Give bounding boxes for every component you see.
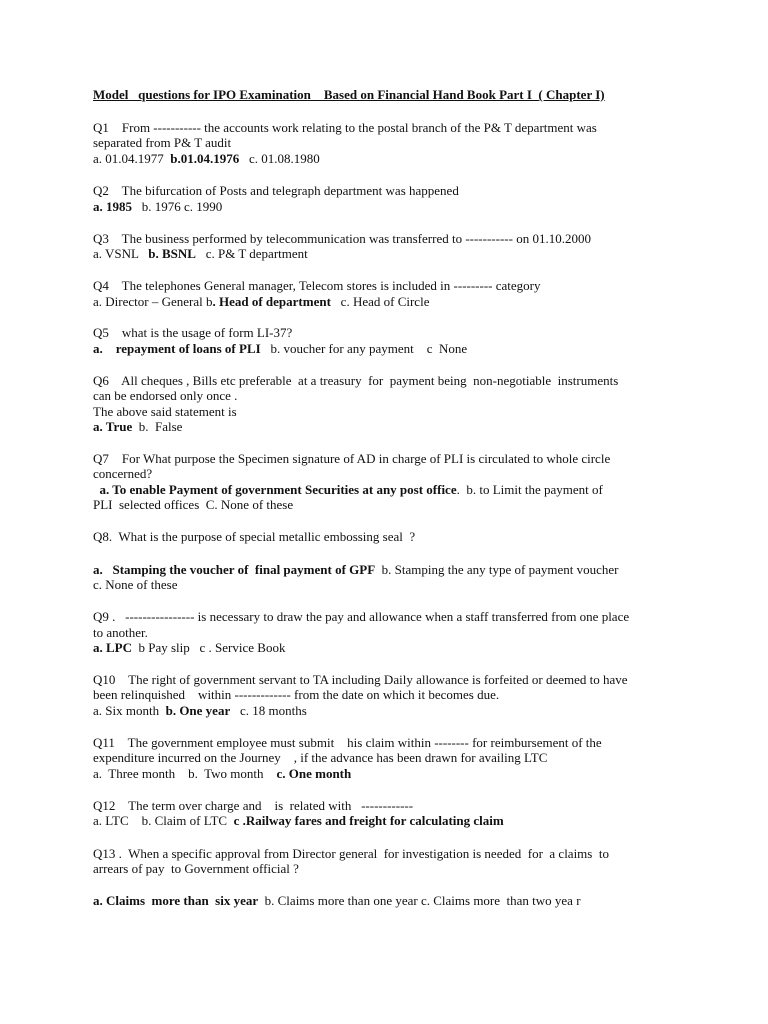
option: a. Six month bbox=[93, 703, 166, 718]
question-text: Q4 The telephones General manager, Telecom stores is included in --------- category bbox=[93, 278, 541, 293]
question-text: can be endorsed only once . bbox=[93, 388, 238, 403]
question-text: expenditure incurred on the Journey , if the advance has been drawn for availing LTC bbox=[93, 750, 548, 765]
answer-options-continued: c. None of these bbox=[93, 577, 178, 592]
question-text: arrears of pay to Government official ? bbox=[93, 861, 299, 876]
question-text: Q7 For What purpose the Specimen signature of AD in charge of PLI is circulated to whole circle bbox=[93, 451, 611, 466]
question-text: Q2 The bifurcation of Posts and telegraph department was happened bbox=[93, 183, 459, 198]
option: b. Claims more than one year c. Claims more than two yea r bbox=[258, 893, 581, 908]
answer-options bbox=[93, 151, 320, 166]
correct-option: . Head of department bbox=[212, 294, 331, 309]
correct-option: b. One year bbox=[165, 703, 231, 718]
option: c. 01.08.1980 bbox=[239, 151, 320, 166]
question-text: Q3 The business performed by telecommunication was transferred to ----------- on 01.10.2000 bbox=[93, 231, 591, 246]
option: a. VSNL bbox=[93, 246, 149, 261]
correct-option: b. BSNL bbox=[148, 246, 196, 261]
answer-options-continued: PLI selected offices C. None of these bbox=[93, 497, 294, 512]
question-text: Q12 The term over charge and is related with ------------ bbox=[93, 798, 414, 813]
correct-option: a. 1985 bbox=[93, 199, 132, 214]
correct-option: c .Railway fares and freight for calculating claim bbox=[233, 813, 504, 828]
option: b. Stamping the any type of payment voucher bbox=[375, 562, 619, 577]
option: a. 01.04.1977 bbox=[93, 151, 171, 166]
option: b Pay slip c . Service Book bbox=[132, 640, 286, 655]
question-text: Q9 . ---------------- is necessary to draw the pay and allowance when a staff transferred from one place bbox=[93, 609, 630, 624]
option: c. 18 months bbox=[230, 703, 307, 718]
option: b. 1976 c. 1990 bbox=[132, 199, 223, 214]
correct-option: c. One month bbox=[276, 766, 352, 781]
answer-options bbox=[93, 640, 285, 655]
question-text: The above said statement is bbox=[93, 404, 237, 419]
answer-options bbox=[93, 419, 182, 434]
answer-options bbox=[93, 703, 307, 718]
question-text: concerned? bbox=[93, 466, 153, 481]
answer-options bbox=[93, 562, 619, 577]
option: b. voucher for any payment c None bbox=[260, 341, 468, 356]
correct-option: b.01.04.1976 bbox=[170, 151, 240, 166]
answer-options bbox=[93, 294, 429, 309]
option: c. P& T department bbox=[195, 246, 308, 261]
question-text: Q5 what is the usage of form LI-37? bbox=[93, 325, 293, 340]
question-text: been relinquished within ------------- from the date on which it becomes due. bbox=[93, 687, 500, 702]
answer-options bbox=[93, 199, 222, 214]
question-text: Q6 All cheques , Bills etc preferable at a treasury for payment being non-negotiable instruments bbox=[93, 373, 619, 388]
question-text: Q11 The government employee must submit his claim within -------- for reimbursement of the bbox=[93, 735, 602, 750]
question-text: Q10 The right of government servant to TA including Daily allowance is forfeited or deemed to have bbox=[93, 672, 628, 687]
correct-option: a. Claims more than six year bbox=[93, 893, 259, 908]
correct-option: a. To enable Payment of government Securities at any post office bbox=[93, 482, 457, 497]
answer-options bbox=[93, 766, 351, 781]
correct-option: a. LPC bbox=[93, 640, 132, 655]
option: c. Head of Circle bbox=[330, 294, 430, 309]
answer-options bbox=[93, 482, 603, 497]
question-text: Q1 From ----------- the accounts work relating to the postal branch of the P& T department was bbox=[93, 120, 597, 135]
option: a. LTC b. Claim of LTC bbox=[93, 813, 234, 828]
correct-option: a. Stamping the voucher of final payment of GPF bbox=[93, 562, 376, 577]
document-title: Model questions for IPO Examination Based on Financial Hand Book Part I ( Chapter I) bbox=[93, 87, 605, 102]
option: . b. to Limit the payment of bbox=[456, 482, 603, 497]
answer-options bbox=[93, 813, 504, 828]
answer-options bbox=[93, 893, 581, 908]
correct-option: a. repayment of loans of PLI bbox=[93, 341, 261, 356]
option: b. False bbox=[132, 419, 183, 434]
question-text: separated from P& T audit bbox=[93, 135, 232, 150]
answer-options bbox=[93, 246, 308, 261]
question-text: to another. bbox=[93, 625, 148, 640]
option: a. Three month b. Two month bbox=[93, 766, 277, 781]
question-text: Q13 . When a specific approval from Director general for investigation is needed for a claims to bbox=[93, 846, 609, 861]
option: a. Director – General b bbox=[93, 294, 213, 309]
answer-options bbox=[93, 341, 467, 356]
question-text: Q8. What is the purpose of special metallic embossing seal ? bbox=[93, 529, 416, 544]
correct-option: a. True bbox=[93, 419, 133, 434]
